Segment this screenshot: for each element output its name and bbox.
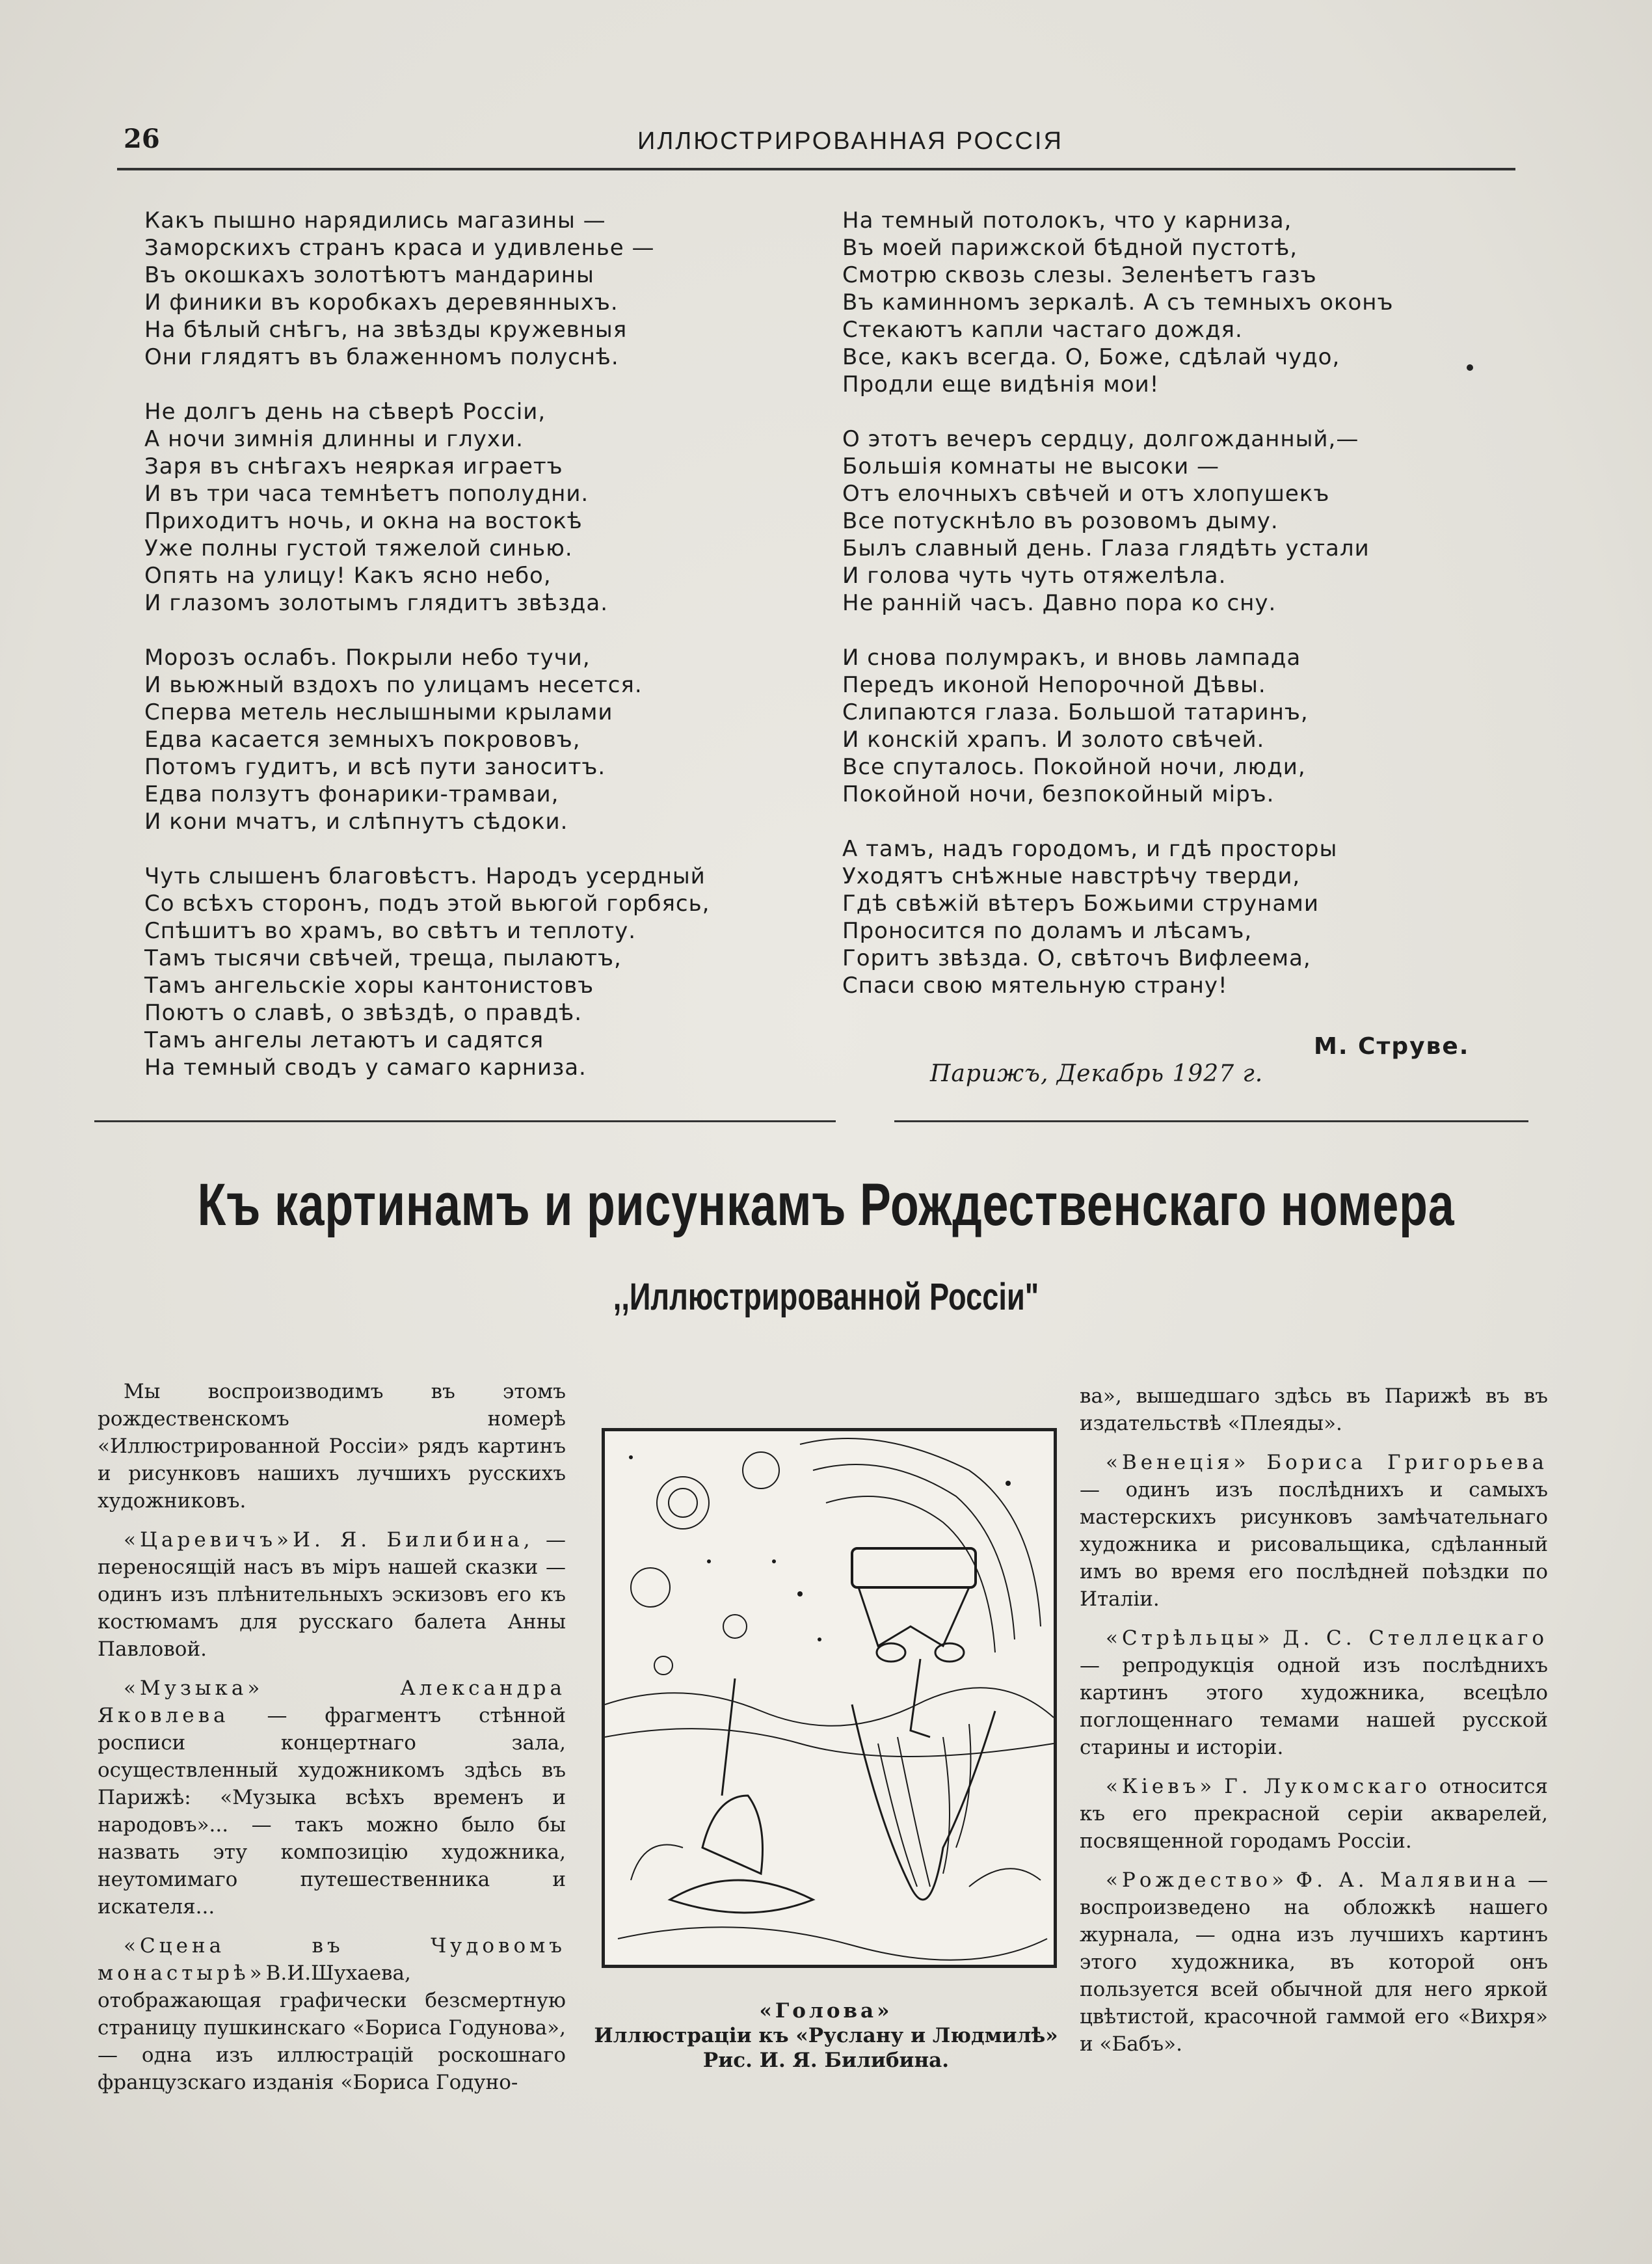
artwork-title: «Рождество» — [1106, 1868, 1288, 1892]
artwork-title: «Стрѣльцы» — [1106, 1626, 1274, 1650]
poem-line: Уходятъ снѣжные навстрѣчу тверди, — [842, 863, 1301, 889]
article-paragraph — [98, 1378, 566, 1515]
artist-name: Александра Яковлева — [98, 1677, 566, 1727]
poem-line: Все потускнѣло въ розовомъ дыму. — [842, 508, 1279, 534]
poem-line: Потомъ гудитъ, и всѣ пути заноситъ. — [144, 754, 606, 780]
artwork-title: «Венеція» — [1106, 1451, 1250, 1474]
poem-line: Чуть слышенъ благовѣстъ. Народъ усердный — [144, 863, 706, 889]
poem-line: И вьюжный вздохъ по улицамъ несется. — [144, 672, 643, 698]
poem-line: И снова полумракъ, и вновь лампада — [842, 645, 1301, 671]
poem-line: Заморскихъ странъ краса и удивленье — — [144, 235, 655, 261]
article-paragraph — [98, 1932, 566, 2096]
poem-line: Гдѣ свѣжій вѣтеръ Божьими струнами — [842, 891, 1319, 917]
article-paragraph — [98, 1675, 566, 1920]
article-paragraph — [1080, 1866, 1548, 2058]
bilibin-head-illustration — [605, 1431, 1054, 1965]
poem-line: Большія комнаты не высоки — — [842, 453, 1219, 479]
poem-line: Тамъ тысячи свѣчей, треща, пылаютъ, — [144, 945, 622, 971]
artist-name: Бориса Григорьева — [1266, 1451, 1548, 1474]
article-subtitle: ,,Иллюстрированной Россіи" — [613, 1276, 1039, 1318]
artist-name: Д. С. Стеллецкаго — [1283, 1626, 1548, 1650]
poem-stanza — [842, 207, 1493, 398]
poem-line: О этотъ вечеръ сердцу, долгожданный,— — [842, 426, 1359, 452]
poem-line: Со всѣхъ сторонъ, подъ этой вьюгой горбясь, — [144, 891, 710, 917]
poem-line: Въ каминномъ зеркалѣ. А съ темныхъ оконъ — [842, 290, 1394, 316]
poem-line: Передъ иконой Непорочной Дѣвы. — [842, 672, 1266, 698]
paragraph-text: — переносящій насъ въ міръ нашей сказки — одинъ изъ плѣнительныхъ эскизовъ его къ костюмамъ для русскаго балета Анны Павловой. — [98, 1528, 566, 1661]
poem-line: Сперва метель неслышными крылами — [144, 699, 613, 725]
artist-name: И. Я. Билибина, — [292, 1528, 534, 1552]
poem-stanza — [144, 398, 795, 617]
article-right-column — [1080, 1382, 1548, 2069]
artwork-title: «Кіевъ» — [1106, 1775, 1216, 1798]
poem-line: На бѣлый снѣгъ, на звѣзды кружевныя — [144, 317, 628, 343]
poem-line: Проносится по доламъ и лѣсамъ, — [842, 918, 1253, 944]
poem-stanza — [842, 425, 1493, 617]
artwork-title: «Царевичъ» — [124, 1528, 293, 1552]
paragraph-text: — фрагментъ стѣнной росписи концертнаго зала, осуществленный художникомъ здѣсь въ Парижѣ: «Музыка всѣхъ временъ и народовъ»... — такъ можно было бы назвать эту композицію художника, неутомимаго путешественника и искателя... — [98, 1704, 566, 1919]
artist-name: В.И.Шухаева, — [265, 1961, 411, 1985]
poem-line: И голова чуть чуть отяжелѣла. — [842, 563, 1227, 589]
artist-name: Г. Лукомскаго — [1224, 1775, 1431, 1798]
journal-title: ИЛЛЮСТРИРОВАННАЯ РОССІЯ — [637, 128, 1063, 155]
paragraph-text: — воспроизведено на обложкѣ нашего журнала, — одна изъ лучшихъ картинъ этого художника, въ которой онъ пользуется всей обычной для него яркой цвѣтистой, красочной гаммой его «Вихря» и «Бабъ». — [1080, 1868, 1548, 2056]
poem-stanza — [842, 835, 1493, 999]
artist-name: Ф. А. Малявина — [1296, 1868, 1520, 1892]
caption-credit: Рис. И. Я. Билибина. — [702, 2049, 950, 2072]
poem-line: А тамъ, надъ городомъ, и гдѣ просторы — [842, 836, 1338, 862]
poem-line: Горитъ звѣзда. О, свѣточъ Вифлеема, — [842, 945, 1311, 971]
poem-line: Приходитъ ночь, и окна на востокѣ — [144, 508, 583, 534]
poem-line: Уже полны густой тяжелой синью. — [144, 535, 573, 561]
article-paragraph — [1080, 1382, 1548, 1437]
poem-line: Въ окошкахъ золотѣютъ мандарины — [144, 262, 594, 288]
poem-line: Спаси свою мятельную страну! — [842, 973, 1228, 999]
poem-place-date: Парижъ, Декабрь 1927 г. — [930, 1060, 1264, 1087]
poem-line: И конскій храпъ. И золото свѣчей. — [842, 727, 1265, 753]
illustration-caption — [572, 1999, 1080, 2073]
poem-line: Стекаютъ капли частаго дождя. — [842, 317, 1243, 343]
poem-line: Не ранній часъ. Давно пора ко сну. — [842, 590, 1277, 616]
poem-line: Спѣшитъ во храмъ, во свѣтъ и теплоту. — [144, 918, 637, 944]
article-paragraph — [1080, 1624, 1548, 1761]
poem-line: И въ три часа темнѣетъ пополудни. — [144, 481, 589, 507]
poem-line: Поютъ о славѣ, о звѣздѣ, о правдѣ. — [144, 1000, 583, 1026]
poem-line: Тамъ ангелы летаютъ и садятся — [144, 1027, 544, 1053]
poem-line: Въ моей парижской бѣдной пустотѣ, — [842, 235, 1298, 261]
poem-line: Они глядятъ въ блаженномъ полуснѣ. — [144, 344, 619, 370]
poem-line: Какъ пышно нарядились магазины — — [144, 208, 606, 234]
poem-right-column — [842, 207, 1493, 1027]
article-paragraph — [1080, 1449, 1548, 1613]
poem-line: Все, какъ всегда. О, Боже, сдѣлай чудо, — [842, 344, 1340, 370]
article-left-column — [98, 1378, 566, 2108]
paragraph-text: относится къ его прекрасной серіи акварелей, посвященной городамъ Россіи. — [1080, 1775, 1548, 1853]
paragraph-text: — одинъ изъ послѣднихъ и самыхъ мастерскихъ рисунковъ замѣчательнаго художника и рисовальщика, сдѣланный имъ во время его послѣдней поѣздки по Италіи. — [1080, 1478, 1548, 1611]
poem-author: М. Струве. — [1314, 1033, 1470, 1060]
poem-line: Отъ елочныхъ свѣчей и отъ хлопушекъ — [842, 481, 1330, 507]
poem-line: Слипаются глаза. Большой татаринъ, — [842, 699, 1309, 725]
poem-line: И глазомъ золотымъ глядитъ звѣзда. — [144, 590, 609, 616]
poem-line: Заря въ снѣгахъ неяркая играетъ — [144, 453, 563, 479]
poem-stanza — [144, 207, 795, 371]
poem-left-column — [144, 207, 795, 1109]
poem-line: Тамъ ангельскіе хоры кантонистовъ — [144, 973, 594, 999]
section-divider-right — [894, 1120, 1528, 1122]
poem-line: Покойной ночи, безпокойный міръ. — [842, 781, 1275, 807]
poem-line: Все спуталось. Покойной ночи, люди, — [842, 754, 1306, 780]
poem-line: На темный сводъ у самаго карниза. — [144, 1055, 587, 1081]
poem-stanza — [144, 863, 795, 1081]
poem-line: Не долгъ день на сѣверѣ Россіи, — [144, 399, 546, 425]
caption-title: «Голова» — [759, 1999, 893, 2023]
illustration-golova — [602, 1428, 1057, 1968]
article-paragraph — [1080, 1773, 1548, 1855]
artwork-title: «Сцена въ Чудовомъ монастырѣ» — [98, 1934, 566, 1985]
poem-line: И финики въ коробкахъ деревянныхъ. — [144, 290, 619, 316]
page-number: 26 — [124, 124, 160, 154]
poem-line: Смотрю сквозь слезы. Зеленѣетъ газъ — [842, 262, 1317, 288]
paragraph-text: отображающая графически безсмертную страницу пушкинскаго «Бориса Годунова», — одна изъ иллюстрацій роскошнаго французскаго изданія «Бориса Годуно- — [98, 1989, 566, 2094]
poem-stanza — [842, 644, 1493, 808]
article-title: Къ картинамъ и рисункамъ Рождественскаго номера — [197, 1172, 1455, 1238]
poem-line: На темный потолокъ, что у карниза, — [842, 208, 1292, 234]
artwork-title: «Музыка» — [124, 1677, 264, 1700]
section-divider-left — [94, 1120, 836, 1122]
paragraph-text: — репродукція одной изъ послѣднихъ картинъ этого художника, всецѣло поглощеннаго темами нашей русской старины и исторіи. — [1080, 1654, 1548, 1759]
poem-line: Морозъ ослабъ. Покрыли небо тучи, — [144, 645, 591, 671]
poem-line: И кони мчатъ, и слѣпнутъ сѣдоки. — [144, 809, 568, 835]
poem-line: Продли еще видѣнія мои! — [842, 371, 1160, 398]
paragraph-text: Мы воспроизводимъ въ этомъ рождественскомъ номерѣ «Иллюстрированной Россіи» рядъ картинъ и рисунковъ нашихъ лучшихъ русскихъ художниковъ. — [98, 1380, 566, 1513]
paragraph-text: ва», вышедшаго здѣсь въ Парижѣ въ въ издательствѣ «Плеяды». — [1080, 1384, 1548, 1435]
article-paragraph — [98, 1526, 566, 1663]
poem-line: Едва касается земныхъ покрововъ, — [144, 727, 581, 753]
poem-line: Едва ползутъ фонарики-трамваи, — [144, 781, 559, 807]
poem-line: Опять на улицу! Какъ ясно небо, — [144, 563, 552, 589]
caption-subtitle: Иллюстраціи къ «Руслану и Людмилѣ» — [594, 2024, 1058, 2047]
poem-stanza — [144, 644, 795, 835]
header-rule — [117, 168, 1515, 170]
poem-line: А ночи зимнія длинны и глухи. — [144, 426, 524, 452]
poem-line: Былъ славный день. Глаза глядѣть устали — [842, 535, 1370, 561]
